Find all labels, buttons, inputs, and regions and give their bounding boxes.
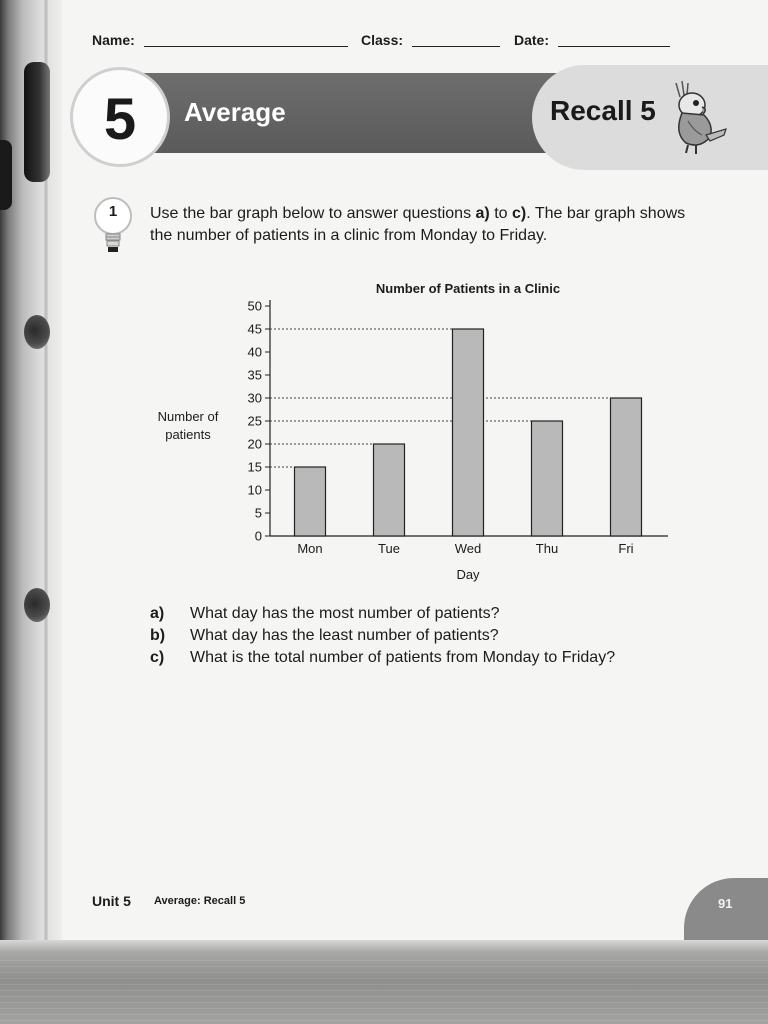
subquestion-letter: b) xyxy=(150,627,166,644)
binder-tab xyxy=(0,140,12,210)
x-tick-label: Wed xyxy=(454,541,482,556)
chart-title: Number of Patients in a Clinic xyxy=(375,281,561,296)
x-tick-label: Tue xyxy=(378,541,400,556)
bar-tue xyxy=(374,444,405,536)
y-tick-label: 45 xyxy=(247,321,262,337)
bar-thu xyxy=(532,421,563,536)
footer-section: Average: Recall 5 xyxy=(154,895,246,907)
y-tick-label: 20 xyxy=(247,436,262,452)
class-label: Class: xyxy=(361,32,404,48)
y-tick-label: 30 xyxy=(247,390,262,406)
name-label: Name: xyxy=(92,32,135,48)
question-text-part: . The bar graph shows the number of patients in a clinic from Monday to Friday. xyxy=(150,205,686,244)
y-tick-label: 40 xyxy=(247,344,262,360)
scan-bottom-lines xyxy=(0,960,768,1024)
bar-chart xyxy=(236,298,676,588)
y-tick-label: 35 xyxy=(247,367,262,383)
y-tick-label: 5 xyxy=(254,505,262,521)
punch-hole xyxy=(24,315,50,349)
bar-wed xyxy=(453,329,484,536)
question-text-part: to xyxy=(489,205,512,222)
y-tick-label: 25 xyxy=(247,413,262,429)
name-field[interactable] xyxy=(144,46,348,47)
chapter-title: Average xyxy=(184,97,286,127)
subquestion-text: What day has the least number of patients? xyxy=(190,627,499,644)
question-ref-a: a) xyxy=(475,205,490,222)
subquestion-letter: a) xyxy=(150,605,165,622)
punch-hole xyxy=(24,588,50,622)
y-tick-label: 10 xyxy=(247,482,262,498)
student-info-row xyxy=(92,32,682,52)
class-field[interactable] xyxy=(412,46,500,47)
subquestion-text: What is the total number of patients from Monday to Friday? xyxy=(190,649,616,666)
bar-fri xyxy=(611,398,642,536)
question-number: 1 xyxy=(108,203,118,220)
x-tick-label: Thu xyxy=(535,541,559,556)
bar-mon xyxy=(295,467,326,536)
x-tick-label: Mon xyxy=(297,541,323,556)
y-tick-label: 0 xyxy=(254,528,262,544)
subquestion-text: What day has the most number of patients? xyxy=(190,605,500,622)
date-field[interactable] xyxy=(558,46,670,47)
binder-ring xyxy=(24,62,50,182)
question-text-part: Use the bar graph below to answer questions xyxy=(150,205,476,222)
page-number-tab xyxy=(684,878,768,946)
x-tick-label: Fri xyxy=(618,541,634,556)
x-axis-label: Day xyxy=(456,567,480,582)
question-ref-c: c) xyxy=(512,205,527,222)
y-tick-label: 50 xyxy=(247,298,262,314)
chart-y-axis-label: Number of patients xyxy=(157,409,219,442)
y-tick-label: 15 xyxy=(247,459,262,475)
page-number: 91 xyxy=(718,896,733,911)
unit-number: 5 xyxy=(70,67,170,167)
date-label: Date: xyxy=(514,32,550,48)
footer-unit: Unit 5 xyxy=(92,893,131,909)
subquestion-letter: c) xyxy=(150,649,165,666)
question-text xyxy=(150,203,690,247)
title-banner xyxy=(62,65,768,170)
recall-title: Recall 5 xyxy=(550,95,656,126)
parrot-icon xyxy=(666,77,728,157)
